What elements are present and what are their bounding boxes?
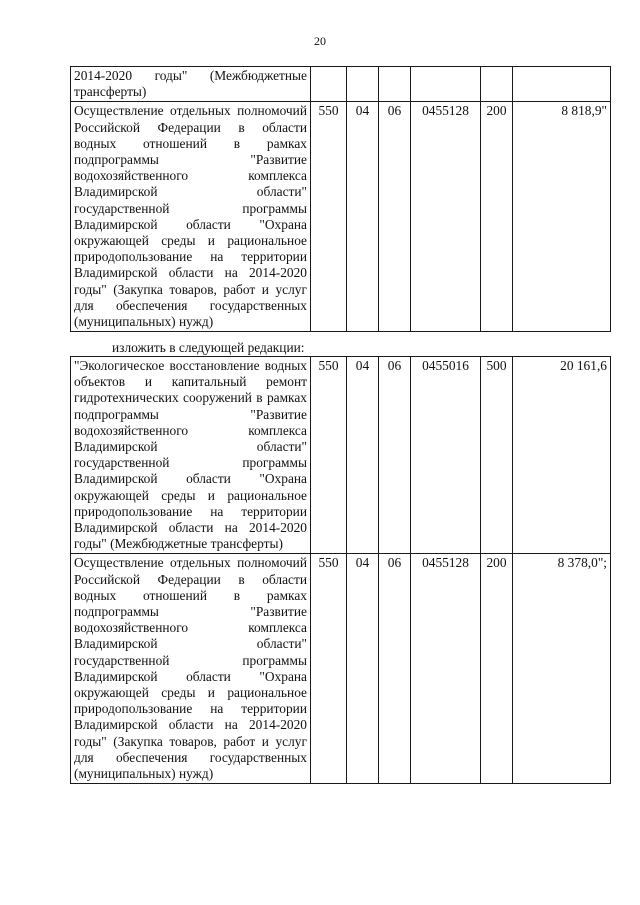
subsection-code: 06 (379, 102, 411, 332)
section-code: 04 (347, 357, 379, 554)
table-row (71, 357, 611, 554)
section-code: 04 (347, 102, 379, 332)
expense-type-code (481, 67, 513, 102)
target-article-code: 0455016 (411, 357, 481, 554)
target-article-code: 0455128 (411, 554, 481, 784)
amount: 8 818,9" (513, 102, 611, 332)
budget-table-top (70, 66, 611, 332)
target-article-code: 0455128 (411, 102, 481, 332)
subsection-code: 06 (379, 554, 411, 784)
row-description: 2014-2020 годы" (Межбюджетные трансферты) (71, 67, 311, 102)
ministry-code: 550 (311, 554, 347, 784)
expense-type-code: 200 (481, 102, 513, 332)
amount: 20 161,6 (513, 357, 611, 554)
table-row (71, 67, 611, 102)
page-number: 20 (314, 34, 326, 48)
subsection-code: 06 (379, 357, 411, 554)
amount: 8 378,0"; (513, 554, 611, 784)
ministry-code (311, 67, 347, 102)
amount (513, 67, 611, 102)
subsection-code (379, 67, 411, 102)
row-description: Осуществление отдельных полномочий Российской Федерации в области водных отношений в рамках подпрограммы "Развитие водохозяйственного комплекса Владимирской области" государственной программы Владимирской области "Охрана окружающей среды и рациональное природопользование на территории Владимирской области на 2014-2020 годы" (Закупка товаров, работ и услуг для обеспечения государственных (муниципальных) нужд) (71, 102, 311, 332)
ministry-code: 550 (311, 357, 347, 554)
expense-type-code: 200 (481, 554, 513, 784)
row-description: "Экологическое восстановление водных объектов и капитальный ремонт гидротехнических сооружений в рамках подпрограммы "Развитие водохозяйственного комплекса Владимирской области" государственной программы Владимирской области "Охрана окружающей среды и рациональное природопользование на территории Владимирской области на 2014-2020 годы" (Межбюджетные трансферты) (71, 357, 311, 554)
instruction-text: изложить в следующей редакции: (112, 340, 305, 355)
expense-type-code: 500 (481, 357, 513, 554)
ministry-code: 550 (311, 102, 347, 332)
section-code (347, 67, 379, 102)
budget-table-bottom (70, 356, 611, 784)
section-code: 04 (347, 554, 379, 784)
table-row (71, 554, 611, 784)
target-article-code (411, 67, 481, 102)
table-row (71, 102, 611, 332)
row-description: Осуществление отдельных полномочий Российской Федерации в области водных отношений в рамках подпрограммы "Развитие водохозяйственного комплекса Владимирской области" государственной программы Владимирской области "Охрана окружающей среды и рациональное природопользование на территории Владимирской области на 2014-2020 годы" (Закупка товаров, работ и услуг для обеспечения государственных (муниципальных) нужд) (71, 554, 311, 784)
